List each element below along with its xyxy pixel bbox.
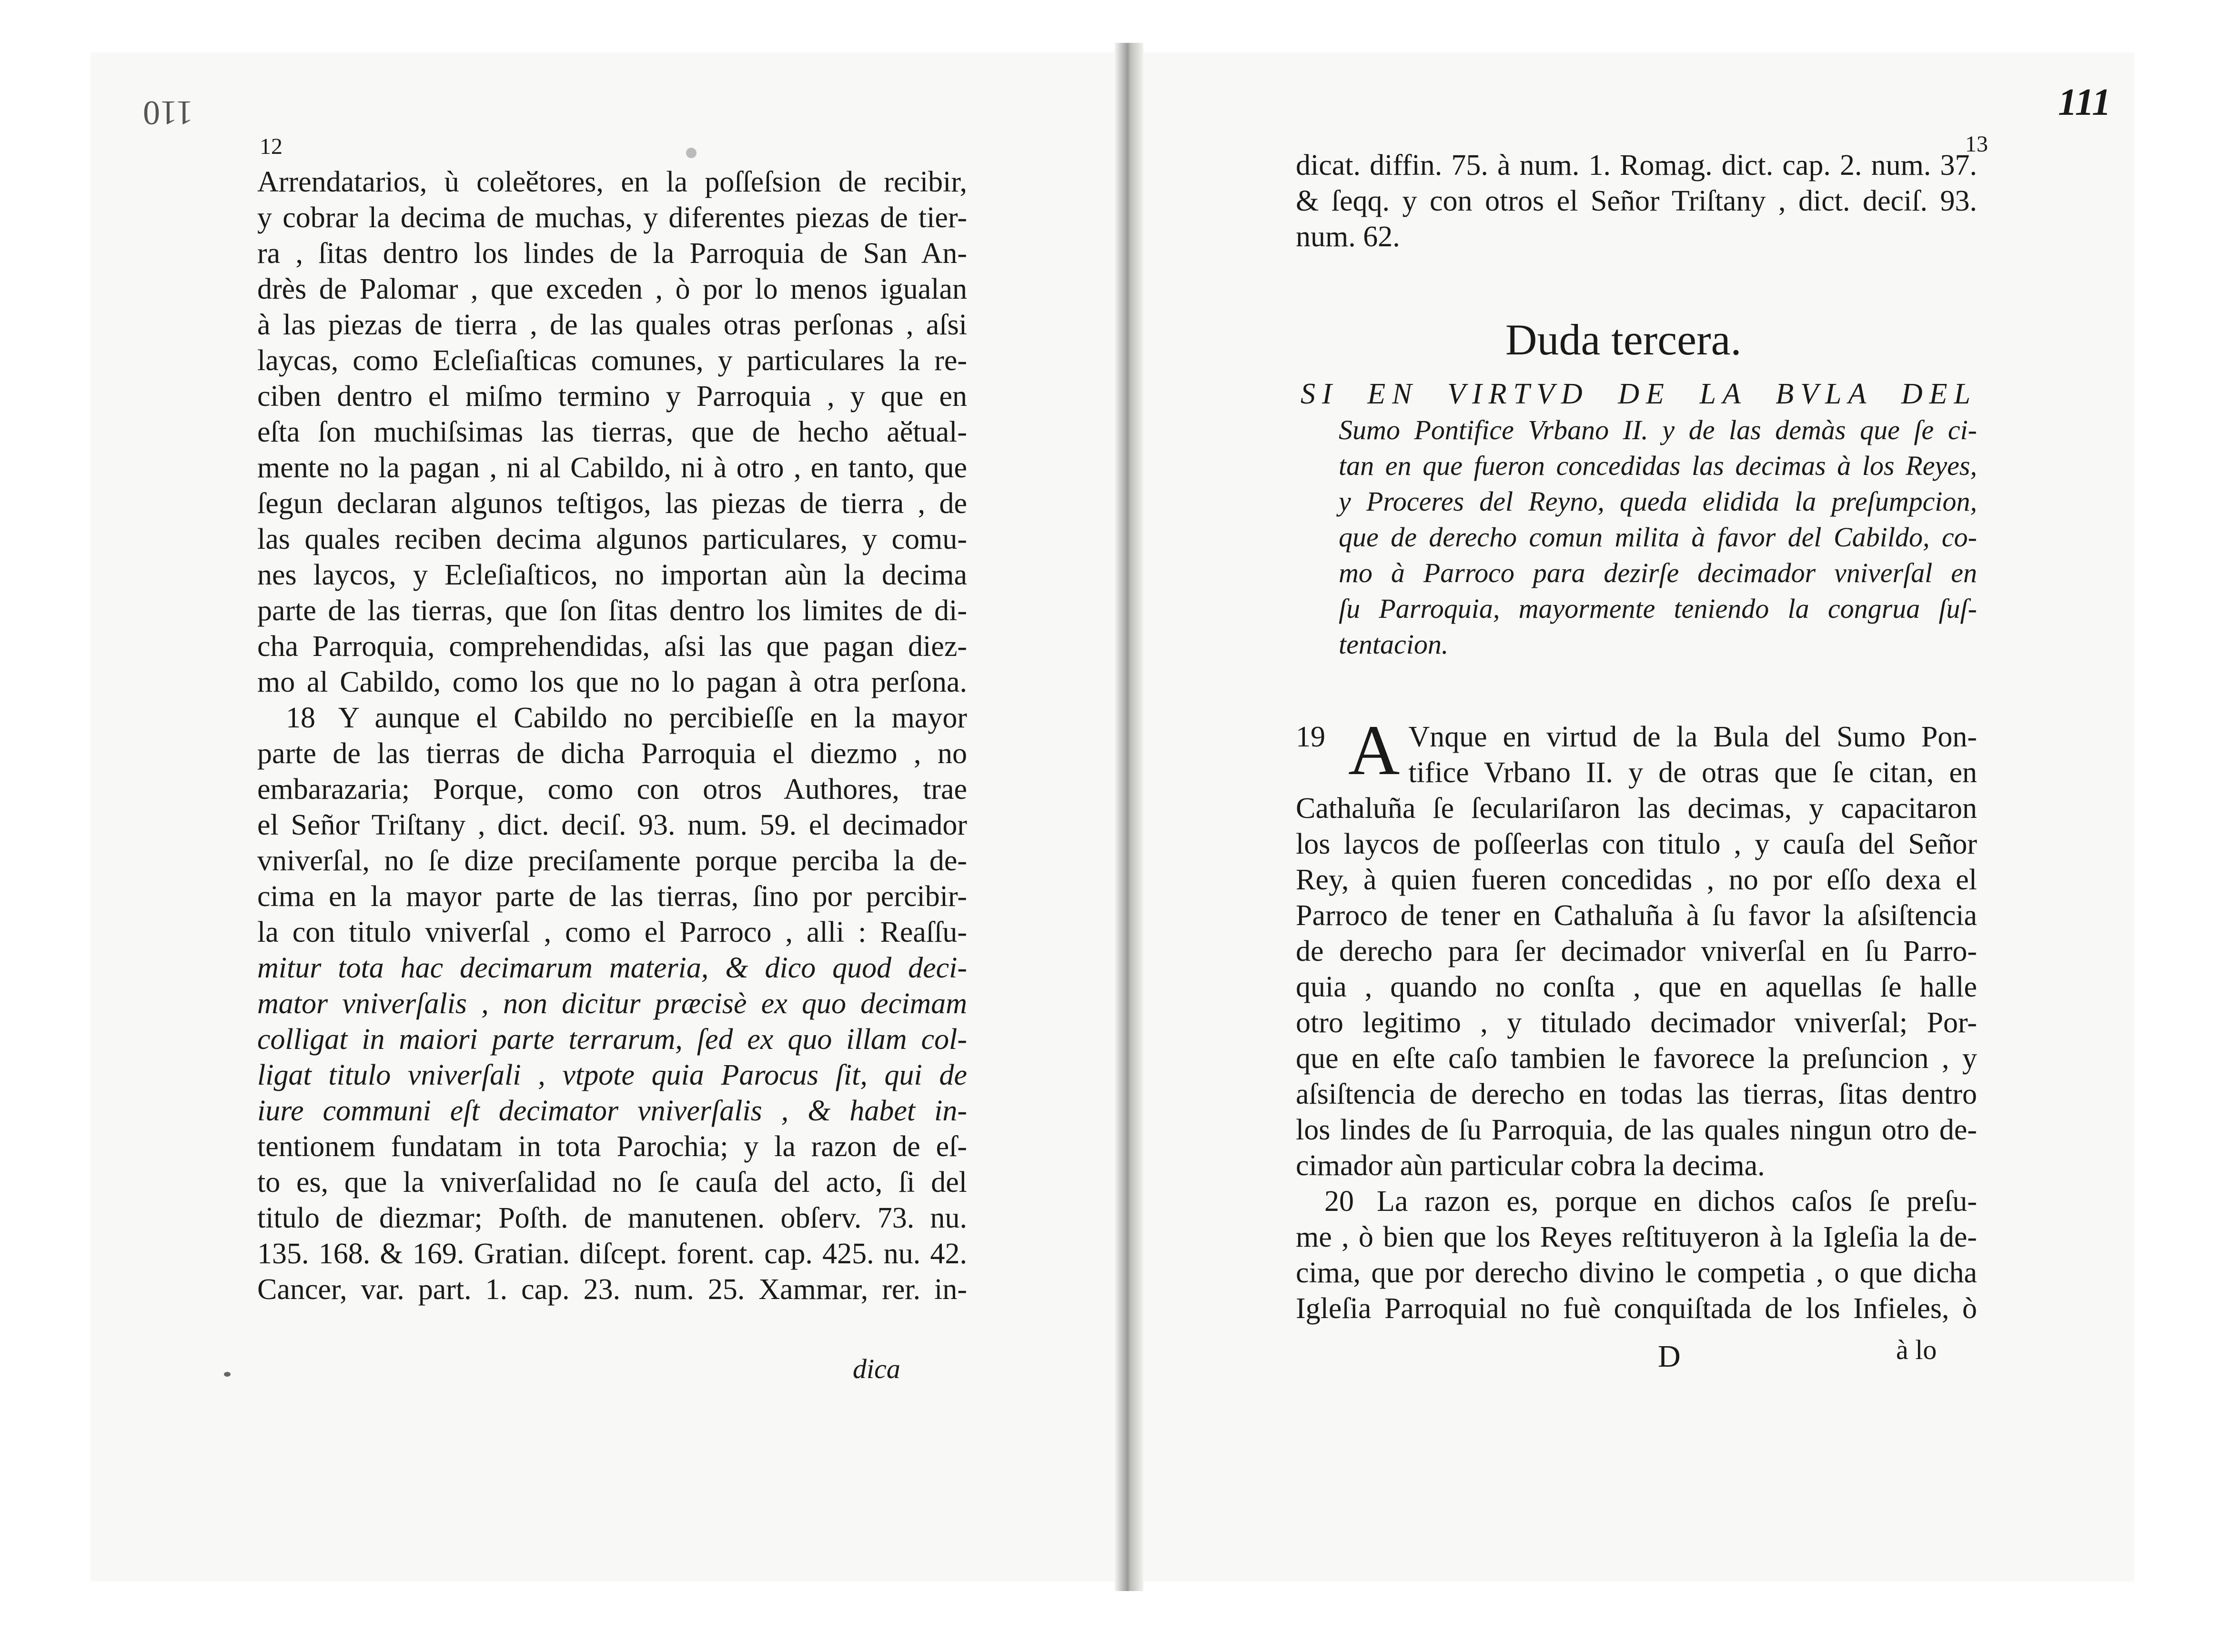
paragraph-number: 19 bbox=[1296, 721, 1325, 753]
section-heading: Duda tercera. bbox=[1505, 315, 1742, 364]
text-line: Rey, à quien fueren concedidas , no por eſſo dexa el bbox=[1296, 864, 1977, 896]
text-line: colligat in maiori parte terrarum, ſed ex quo illam col- bbox=[257, 1023, 967, 1056]
text-line: mitur tota hac decimarum materia, & dico quod deci- bbox=[257, 952, 967, 984]
text-line: ſegun declaran algunos teſtigos, las piezas de tierra , de bbox=[257, 487, 967, 520]
text-line: ciben dentro el miſmo termino y Parroquia , y que en bbox=[257, 380, 967, 413]
text-line: Sumo Pontifice Vrbano II. y de las demàs que ſe ci- bbox=[1339, 414, 1977, 445]
text-line: laycas, como Ecleſiaſticas comunes, y particulares la re- bbox=[257, 344, 967, 377]
text-line: eſta ſon muchiſsimas las tierras, que de hecho aӗtual- bbox=[257, 416, 967, 448]
text-line: cima, que por derecho divino le competia , o que dicha bbox=[1296, 1257, 1977, 1289]
left-catchword: dica bbox=[853, 1353, 900, 1384]
question-caps-line: SI EN VIRTVD DE LA BVLA DEL bbox=[1301, 378, 1977, 410]
text-line: los lindes de ſu Parroquia, de las quales ningun otro de- bbox=[1296, 1114, 1977, 1146]
left-page-text bbox=[257, 164, 967, 1308]
text-line: tentacion. bbox=[1339, 629, 1449, 660]
text-line: tan en que fueron concedidas las decimas à los Reyes, bbox=[1339, 450, 1977, 481]
text-line: 135. 168. & 169. Gratian. diſcept. forent. cap. 425. nu. 42. bbox=[257, 1238, 967, 1270]
text-line: nes laycos, y Ecleſiaſticos, no importan aùn la decima bbox=[257, 559, 967, 591]
text-line: La razon es, porque en dichos caſos ſe preſu- bbox=[1377, 1185, 1977, 1218]
text-line: drès de Palomar , que exceden , ò por lo menos igualan bbox=[257, 273, 967, 305]
text-line: iure communi eſt decimator vniverſalis , & habet in- bbox=[257, 1095, 967, 1127]
text-line: tentionem fundatam in tota Parochia; y la razon de eſ- bbox=[257, 1130, 967, 1163]
signature-mark: D bbox=[1658, 1339, 1681, 1374]
text-line: Arrendatarios, ù coleӗtores, en la poſſeſsion de recibir, bbox=[257, 166, 967, 198]
paragraph-number: 20 bbox=[1324, 1185, 1354, 1218]
text-line: dicat. diffin. 75. à num. 1. Romag. dict. cap. 2. num. 37. bbox=[1296, 149, 1977, 181]
left-page-number: 12 bbox=[260, 134, 283, 159]
text-line: aſsiſtencia de derecho en todas las tierras, ſitas dentro bbox=[1296, 1078, 1977, 1110]
text-line: de derecho para ſer decimador vniverſal en ſu Parro- bbox=[1296, 935, 1977, 967]
text-line: y cobrar la decima de muchas, y diferentes piezas de tier- bbox=[257, 201, 967, 234]
drop-cap: A bbox=[1348, 711, 1400, 790]
text-line: cha Parroquia, comprehendidas, aſsi las que pagan diez- bbox=[257, 630, 967, 663]
text-line: ra , ſitas dentro los lindes de la Parroquia de San An- bbox=[257, 237, 967, 270]
text-line: los laycos de poſſeerlas con titulo , y cauſa del Señor bbox=[1296, 828, 1977, 860]
text-line: Y aunque el Cabildo no percibieſſe en la mayor bbox=[338, 702, 967, 734]
left-folio-number: 110 bbox=[143, 94, 193, 132]
text-line: & ſeqq. y con otros el Señor Triſtany , dict. deciſ. 93. bbox=[1296, 185, 1977, 217]
text-line: Parroco de tener en Cathaluña à ſu favor la aſsiſtencia bbox=[1296, 899, 1977, 932]
text-line: que en eſte caſo tambien le favorece la preſuncion , y bbox=[1296, 1042, 1977, 1075]
ink-speck bbox=[224, 1372, 231, 1377]
text-line: tifice Vrbano II. y de otras que ſe citan, en bbox=[1408, 756, 1977, 789]
text-line: otro legitimo , y titulado decimador vniverſal; Por- bbox=[1296, 1007, 1977, 1039]
text-line: embarazaria; Porque, como con otros Authores, trae bbox=[257, 773, 967, 806]
text-line: ſu Parroquia, mayormente teniendo la congrua ſuſ- bbox=[1339, 593, 1977, 624]
text-line: mente no la pagan , ni al Cabildo, ni à otro , en tanto, que bbox=[257, 452, 967, 484]
right-page-text bbox=[1296, 711, 1977, 1327]
text-line: y Proceres del Reyno, queda elidida la preſumpcion, bbox=[1339, 486, 1977, 517]
text-line: la con titulo vniverſal , como el Parroco , alli : Reaſſu- bbox=[257, 916, 967, 948]
text-line: Igleſia Parroquial no fuè conquiſtada de los Infieles, ò bbox=[1296, 1292, 1977, 1325]
text-line: mator vniverſalis , non dicitur præcisè ex quo decimam bbox=[257, 987, 967, 1020]
ink-speck bbox=[686, 148, 696, 158]
text-line: las quales reciben decima algunos particulares, y comu- bbox=[257, 523, 967, 555]
book-gutter bbox=[1115, 43, 1143, 1591]
paragraph-20-first-line bbox=[1296, 1184, 1977, 1219]
text-line: me , ò bien que los Reyes reſtituyeron à la Igleſia la de- bbox=[1296, 1221, 1977, 1253]
paragraph-18-first-line bbox=[257, 700, 967, 736]
text-line: parte de las tierras, que ſon ſitas dentro los limites de di- bbox=[257, 594, 967, 627]
text-line: num. 62. bbox=[1296, 221, 1400, 253]
text-line: vniverſal, no ſe dize preciſamente porque perciba la de- bbox=[257, 845, 967, 877]
text-line: à las piezas de tierra , de las quales otras perſonas , aſsi bbox=[257, 309, 967, 341]
right-folio-number: 111 bbox=[2058, 81, 2111, 123]
text-line: quia , quando no conſta , que en aquellas ſe halle bbox=[1296, 971, 1977, 1003]
text-line: Cancer, var. part. 1. cap. 23. num. 25. Xammar, rer. in- bbox=[257, 1273, 967, 1306]
text-line: Vnque en virtud de la Bula del Sumo Pon- bbox=[1408, 721, 1977, 753]
text-line: mo à Parroco para dezirſe decimador vniverſal en bbox=[1339, 557, 1977, 588]
text-line: mo al Cabildo, como los que no lo pagan à otra perſona. bbox=[257, 666, 967, 698]
doubt-question bbox=[1301, 376, 1977, 662]
right-catchword: à lo bbox=[1896, 1334, 1937, 1365]
text-line: parte de las tierras de dicha Parroquia el diezmo , no bbox=[257, 737, 967, 770]
text-line: cima en la mayor parte de las tierras, ſino por percibir- bbox=[257, 880, 967, 913]
text-line: Cathaluña ſe ſeculariſaron las decimas, y capacitaron bbox=[1296, 792, 1977, 825]
paragraph-number: 18 bbox=[286, 702, 315, 734]
text-line: to es, que la vniverſalidad no ſe cauſa del acto, ſi del bbox=[257, 1166, 967, 1199]
paragraph-19-opening bbox=[1296, 711, 1977, 791]
text-line: titulo de diezmar; Poſth. de manutenen. obſerv. 73. nu. bbox=[257, 1202, 967, 1234]
text-line: que de derecho comun milita à favor del Cabildo, co- bbox=[1339, 522, 1977, 553]
right-page-continuation bbox=[1296, 148, 1977, 255]
text-line: cimador aùn particular cobra la decima. bbox=[1296, 1149, 1765, 1182]
text-line: el Señor Triſtany , dict. deciſ. 93. num. 59. el decimador bbox=[257, 809, 967, 841]
right-page-number: 13 bbox=[1965, 131, 1988, 157]
text-line: ligat titulo vniverſali , vtpote quia Parocus ſit, qui de bbox=[257, 1059, 967, 1091]
